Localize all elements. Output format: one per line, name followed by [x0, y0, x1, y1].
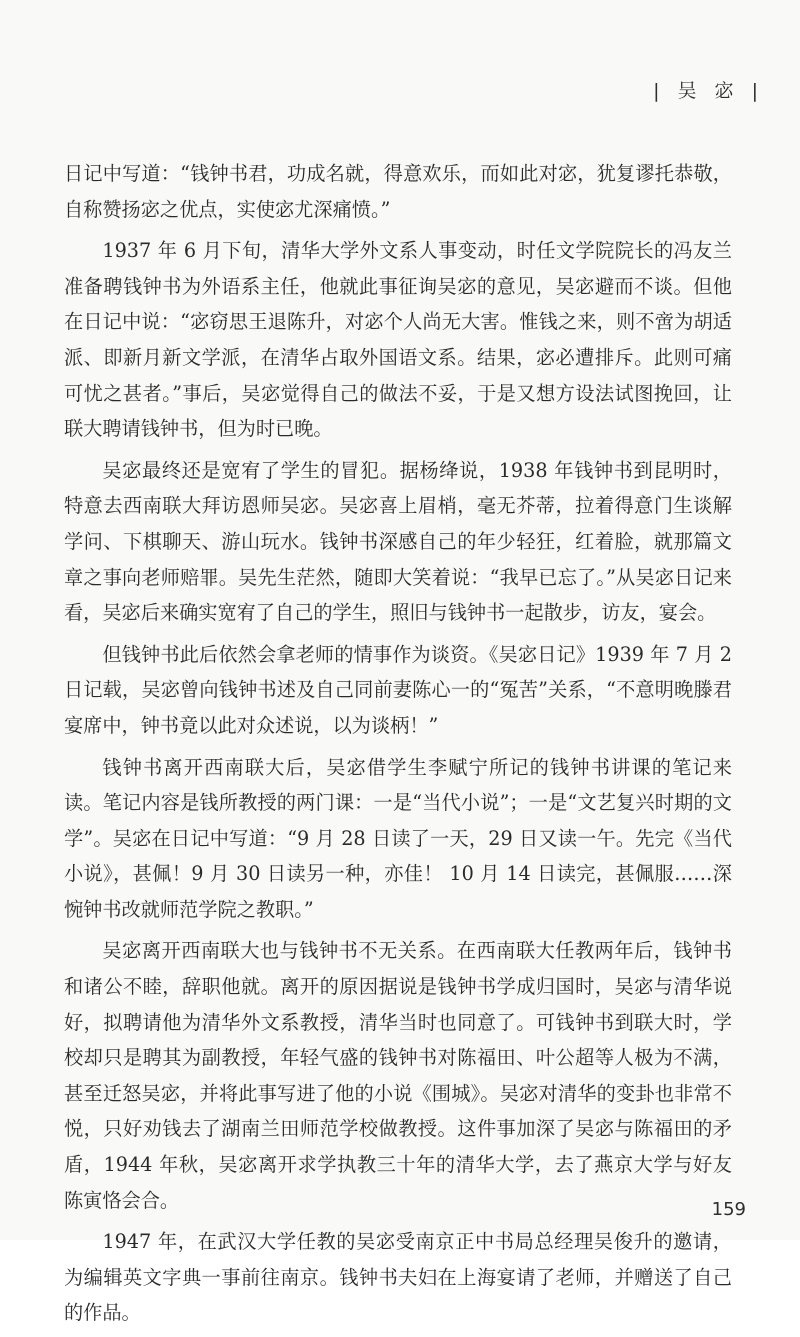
paragraph-2: 1937 年 6 月下旬，清华大学外文系人事变动，时任文学院院长的冯友兰准备聘钱钟书为外语系主任，他就此事征询吴宓的意见，吴宓避而不谈。但他在日记中说：“宓窃思王退陈升，对宓个人尚无大害。惟钱之来，则不啻为胡适派、即新月新文学派，在清华占取外国语文系。结果，宓必遭排斥。此则可痛可忧之甚者。”事后，吴宓觉得自己的做法不妥，于是又想方设法试图挽回，让联大聘请钱钟书，但为时已晚。: [64, 239, 732, 441]
paragraph-3: 吴宓最终还是宽宥了学生的冒犯。据杨绛说，1938 年钱钟书到昆明时，特意去西南联大拜访恩师吴宓。吴宓喜上眉梢，毫无芥蒂，拉着得意门生谈解学问、下棋聊天、游山玩水。钱钟书深感自己的年少轻狂，红着脸，就那篇文章之事向老师赔罪。吴先生茫然，随即大笑着说：“我早已忘了。”从吴宓日记来看，吴宓后来确实宽宥了自己的学生，照旧与钱钟书一起散步，访友，宴会。: [64, 458, 732, 625]
paragraph-1: 日记中写道：“钱钟书君，功成名就，得意欢乐，而如此对宓，犹复谬托恭敬，自称赞扬宓之优点，实使宓尤深痛愤。”: [64, 162, 732, 221]
paragraph-7: 1947 年，在武汉大学任教的吴宓受南京正中书局总经理吴俊升的邀请，为编辑英文字典一事前往南京。钱钟书夫妇在上海宴请了老师，并赠送了自己的作品。: [64, 1230, 732, 1325]
running-head: | 吴 宓 |: [653, 80, 764, 102]
page-number: 159: [711, 1199, 746, 1220]
body-text: [64, 156, 732, 1337]
paragraph-4: 但钱钟书此后依然会拿老师的情事作为谈资。《吴宓日记》1939 年 7 月 2 日记载，吴宓曾向钱钟书述及自己同前妻陈心一的“冤苦”关系，“不意明晚滕君宴席中，钟书竟以此对众述说，以为谈柄！”: [64, 642, 732, 737]
paragraph-6: 吴宓离开西南联大也与钱钟书不无关系。在西南联大任教两年后，钱钟书和诸公不睦，辞职他就。离开的原因据说是钱钟书学成归国时，吴宓与清华说好，拟聘请他为清华外文系教授，清华当时也同意了。可钱钟书到联大时，学校却只是聘其为副教授，年轻气盛的钱钟书对陈福田、叶公超等人极为不满，甚至迁怒吴宓，并将此事写进了他的小说《围城》。吴宓对清华的变卦也非常不悦，只好劝钱去了湖南兰田师范学校做教授。这件事加深了吴宓与陈福田的矛盾，1944 年秋，吴宓离开求学执教三十年的清华大学，去了燕京大学与好友陈寅恪会合。: [64, 939, 732, 1212]
paragraph-5: 钱钟书离开西南联大后，吴宓借学生李赋宁所记的钱钟书讲课的笔记来读。笔记内容是钱所教授的两门课：一是“当代小说”；一是“文艺复兴时期的文学”。吴宓在日记中写道：“9 月 28 日读了一天，29 日又读一午。先完《当代小说》，甚佩！9 月 30 日读另一种，亦佳！ 10 月 14 日读完，甚佩服……深惋钟书改就师范学院之教职。”: [64, 755, 732, 921]
